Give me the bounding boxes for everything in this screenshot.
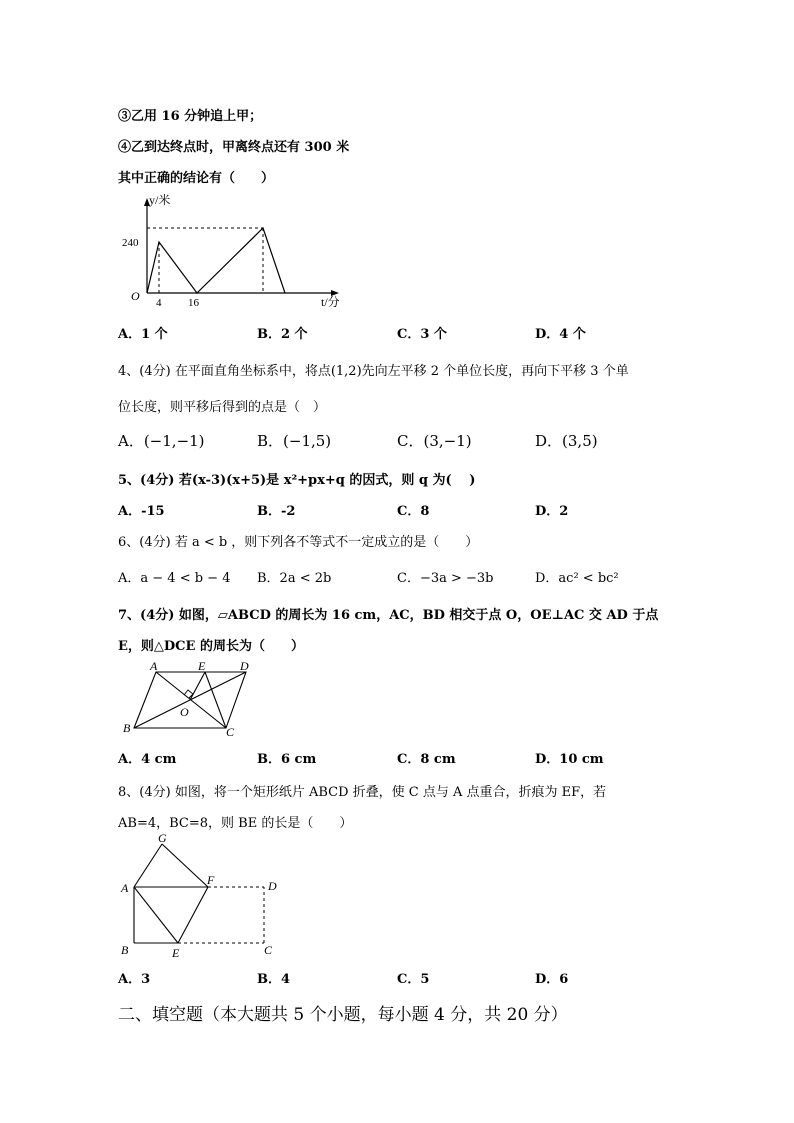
q6-option-b[interactable]: B．2a < 2b — [257, 571, 332, 586]
q3-graph-origin: O — [131, 289, 140, 303]
q7-label-c: C — [226, 725, 235, 739]
q8-label-g: G — [158, 831, 167, 845]
q8-stem-line2: AB=4，BC=8，则 BE 的长是（ ） — [118, 816, 353, 831]
q6-option-c[interactable]: C．−3a > −3b — [397, 571, 494, 586]
q7-option-c[interactable]: C．8 cm — [397, 752, 456, 767]
q8-label-d: D — [268, 879, 277, 893]
section-2-heading: 二、填空题（本大题共 5 个小题，每小题 4 分，共 20 分） — [118, 1005, 568, 1025]
q7-label-a: A — [150, 659, 158, 673]
q7-option-b[interactable]: B．6 cm — [257, 752, 317, 767]
q3-option-c[interactable]: C．3 个 — [397, 327, 447, 342]
q7-label-b: B — [123, 721, 131, 735]
q4-option-c[interactable]: C．(3,−1) — [397, 432, 472, 450]
q6-stem: 6、(4分) 若 a < b ，则下列各不等式不一定成立的是（ ） — [118, 535, 479, 550]
q5-option-b[interactable]: B．-2 — [257, 504, 296, 519]
q8-label-a: A — [121, 881, 129, 895]
q8-label-c: C — [264, 943, 273, 957]
q3-option-a[interactable]: A．1 个 — [118, 327, 168, 342]
q7-label-o: O — [180, 705, 189, 719]
q3-graph-x4: 4 — [156, 297, 162, 309]
q7-option-a[interactable]: A．4 cm — [118, 752, 177, 767]
q4-option-d[interactable]: D．(3,5) — [535, 432, 598, 450]
q8-label-b: B — [121, 943, 129, 957]
q8-label-e: E — [172, 946, 180, 960]
q3-statement-4: ④乙到达终点时，甲离终点还有 300 米 — [118, 140, 350, 155]
q5-option-d[interactable]: D．2 — [535, 504, 569, 519]
q5-option-c[interactable]: C．8 — [397, 504, 430, 519]
q8-option-d[interactable]: D．6 — [535, 972, 569, 987]
q3-graph — [122, 190, 355, 310]
q3-option-b[interactable]: B．2 个 — [257, 327, 308, 342]
q5-stem: 5、(4分) 若(x-3)(x+5)是 x²+px+q 的因式，则 q 为( ) — [118, 473, 476, 488]
q3-prompt: 其中正确的结论有（ ） — [118, 171, 275, 186]
q5-option-a[interactable]: A．-15 — [118, 504, 165, 519]
q4-option-a[interactable]: A．(−1,−1) — [118, 432, 205, 450]
q7-option-d[interactable]: D．10 cm — [535, 752, 604, 767]
q4-option-b[interactable]: B．(−1,5) — [257, 432, 332, 450]
q7-parallelogram-figure — [118, 660, 268, 740]
q8-label-f: F — [207, 873, 215, 887]
q8-option-a[interactable]: A．3 — [118, 972, 151, 987]
q3-graph-y240: 240 — [122, 237, 139, 249]
q7-label-d: D — [240, 659, 249, 673]
q7-stem-line1: 7、(4分) 如图，▱ABCD 的周长为 16 cm，AC，BD 相交于点 O，OE⊥AC 交 AD 于点 — [118, 608, 659, 623]
q8-option-c[interactable]: C．5 — [397, 972, 430, 987]
q3-graph-x16: 16 — [188, 297, 199, 309]
q4-stem-line1: 4、(4分) 在平面直角坐标系中，将点(1,2)先向左平移 2 个单位长度，再向下平移 3 个单 — [118, 364, 629, 379]
q7-label-e: E — [198, 659, 206, 673]
q3-option-d[interactable]: D．4 个 — [535, 327, 586, 342]
q4-stem-line2: 位长度，则平移后得到的点是（ ） — [118, 400, 327, 415]
q3-graph-ylabel: y/米 — [149, 193, 171, 207]
q6-option-a[interactable]: A．a − 4 < b − 4 — [118, 571, 231, 586]
q8-folded-rectangle-figure — [118, 830, 288, 962]
q3-graph-xlabel: t/分 — [321, 295, 340, 309]
q8-stem-line1: 8、(4分) 如图，将一个矩形纸片 ABCD 折叠，使 C 点与 A 点重合，折痕为 EF，若 — [118, 785, 607, 800]
q3-statement-3: ③乙用 16 分钟追上甲； — [118, 109, 263, 124]
q7-stem-line2: E，则△DCE 的周长为（ ） — [118, 639, 304, 654]
q6-option-d[interactable]: D．ac² < bc² — [535, 571, 619, 586]
q8-option-b[interactable]: B．4 — [257, 972, 291, 987]
